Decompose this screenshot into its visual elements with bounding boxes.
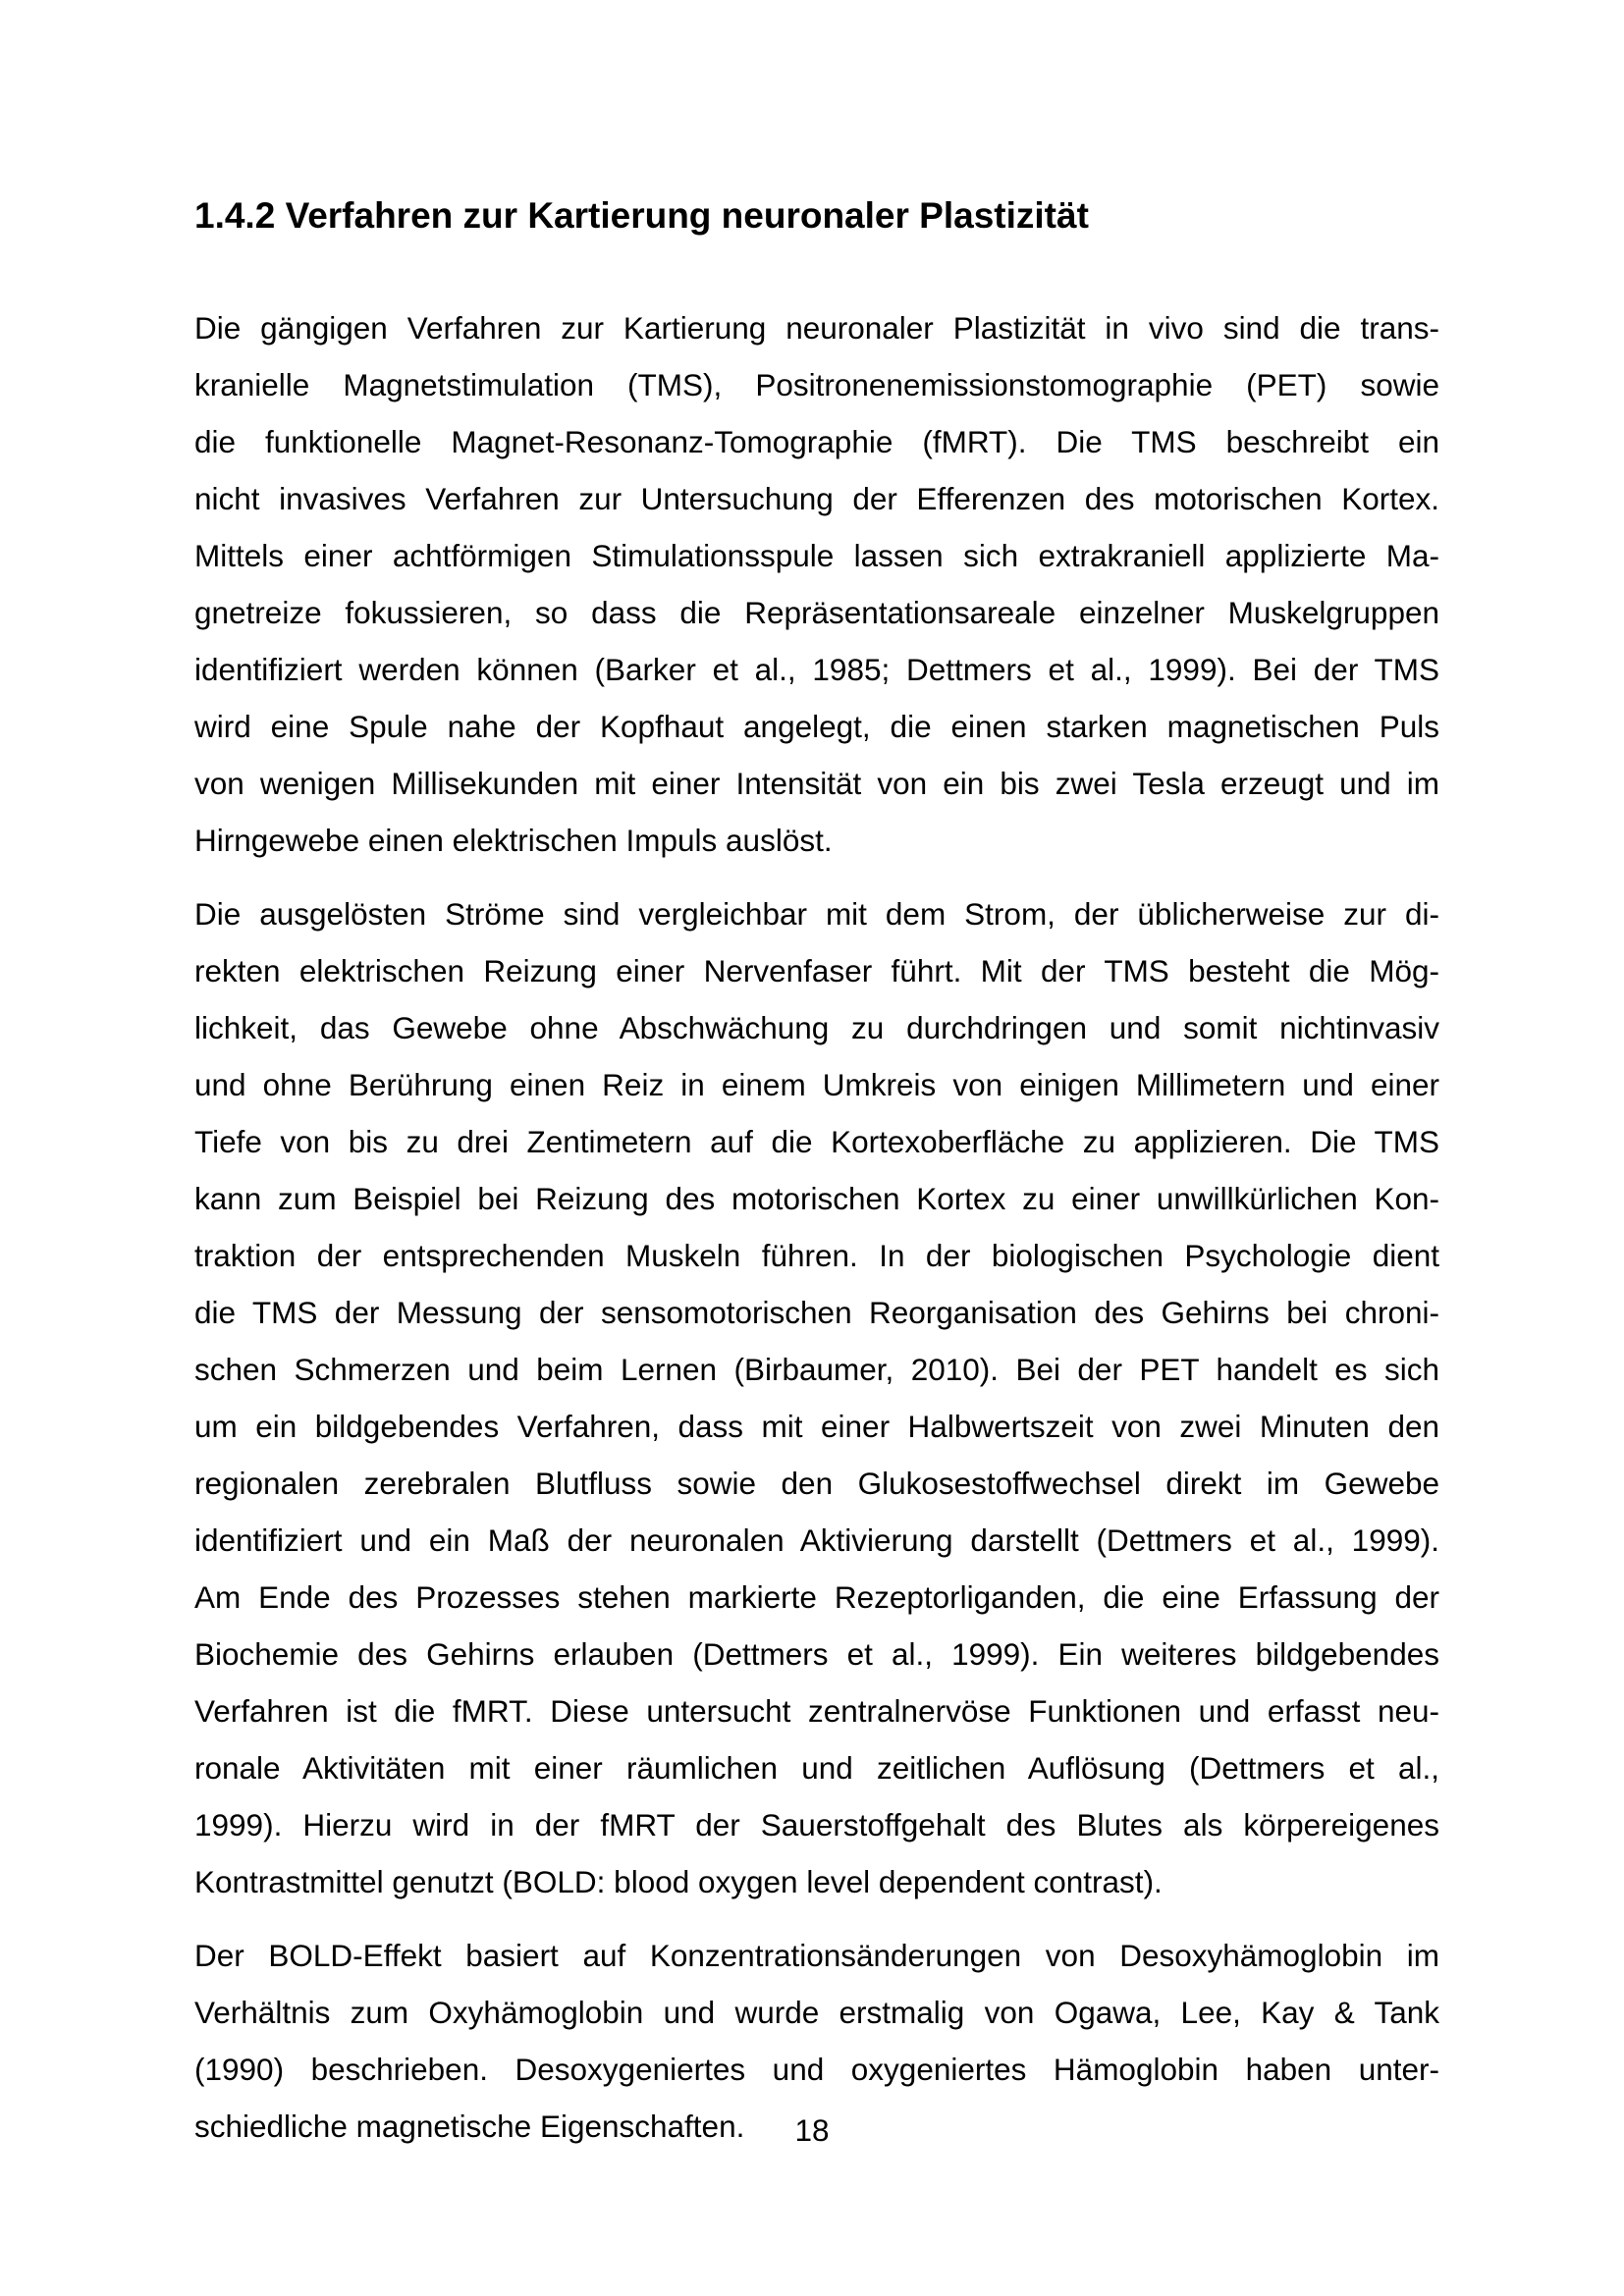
text-line: lichkeit, das Gewebe ohne Abschwächung zu durchdringen und somit nichtinvasiv — [194, 1010, 1439, 1045]
text-line: die funktionelle Magnet-Resonanz-Tomographie (fMRT). Die TMS beschreibt ein — [194, 424, 1439, 459]
text-line: Biochemie des Gehirns erlauben (Dettmers et al., 1999). Ein weiteres bildgebendes — [194, 1636, 1439, 1672]
text-line: identifiziert werden können (Barker et al., 1985; Dettmers et al., 1999). Bei der TMS — [194, 652, 1439, 687]
text-line: gnetreize fokussieren, so dass die Repräsentationsareale einzelner Muskelgruppen — [194, 595, 1439, 630]
page-number: 18 — [794, 2112, 830, 2148]
text-line: 1999). Hierzu wird in der fMRT der Sauerstoffgehalt des Blutes als körpereigenes — [194, 1807, 1439, 1842]
text-line: um ein bildgebendes Verfahren, dass mit einer Halbwertszeit von zwei Minuten den — [194, 1409, 1439, 1444]
section-heading: 1.4.2 Verfahren zur Kartierung neuronaler Plastizität — [194, 195, 1089, 236]
text-line: (1990) beschrieben. Desoxygeniertes und oxygeniertes Hämoglobin haben unter- — [194, 2052, 1439, 2087]
text-line: regionalen zerebralen Blutfluss sowie den Glukosestoffwechsel direkt im Gewebe — [194, 1466, 1439, 1501]
text-line: nicht invasives Verfahren zur Untersuchung der Efferenzen des motorischen Kortex. — [194, 481, 1439, 516]
text-line: schiedliche magnetische Eigenschaften. — [194, 2109, 745, 2144]
text-line: Verfahren ist die fMRT. Diese untersucht zentralnervöse Funktionen und erfasst neu- — [194, 1693, 1439, 1729]
text-line: wird eine Spule nahe der Kopfhaut angelegt, die einen starken magnetischen Puls — [194, 709, 1439, 744]
text-line: identifiziert und ein Maß der neuronalen Aktivierung darstellt (Dettmers et al., 1999). — [194, 1522, 1439, 1558]
text-line: Mittels einer achtförmigen Stimulationsspule lassen sich extrakraniell applizierte Ma- — [194, 538, 1439, 573]
paragraph-2 — [194, 885, 1439, 1910]
text-line: Am Ende des Prozesses stehen markierte Rezeptorliganden, die eine Erfassung der — [194, 1579, 1439, 1615]
text-line: Die ausgelösten Ströme sind vergleichbar mit dem Strom, der üblicherweise zur di- — [194, 896, 1439, 932]
text-line: die TMS der Messung der sensomotorischen Reorganisation des Gehirns bei chroni- — [194, 1295, 1439, 1330]
text-line: rekten elektrischen Reizung einer Nervenfaser führt. Mit der TMS besteht die Mög- — [194, 953, 1439, 988]
text-line: Hirngewebe einen elektrischen Impuls auslöst. — [194, 823, 833, 858]
text-line: kranielle Magnetstimulation (TMS), Positronenemissionstomographie (PET) sowie — [194, 367, 1439, 402]
text-line: Die gängigen Verfahren zur Kartierung neuronaler Plastizität in vivo sind die trans- — [194, 310, 1439, 346]
text-line: schen Schmerzen und beim Lernen (Birbaumer, 2010). Bei der PET handelt es sich — [194, 1352, 1439, 1387]
text-line: Der BOLD-Effekt basiert auf Konzentrationsänderungen von Desoxyhämoglobin im — [194, 1938, 1439, 1973]
text-line: kann zum Beispiel bei Reizung des motorischen Kortex zu einer unwillkürlichen Kon- — [194, 1181, 1439, 1216]
text-line: Kontrastmittel genutzt (BOLD: blood oxygen level dependent contrast). — [194, 1864, 1163, 1899]
paragraph-1 — [194, 299, 1439, 869]
text-line: Verhältnis zum Oxyhämoglobin und wurde erstmalig von Ogawa, Lee, Kay & Tank — [194, 1995, 1439, 2030]
text-line: ronale Aktivitäten mit einer räumlichen und zeitlichen Auflösung (Dettmers et al., — [194, 1750, 1439, 1786]
text-line: und ohne Berührung einen Reiz in einem Umkreis von einigen Millimetern und einer — [194, 1067, 1439, 1102]
text-line: von wenigen Millisekunden mit einer Intensität von ein bis zwei Tesla erzeugt und im — [194, 766, 1439, 801]
text-line: Tiefe von bis zu drei Zentimetern auf die Kortexoberfläche zu applizieren. Die TMS — [194, 1124, 1439, 1159]
text-line: traktion der entsprechenden Muskeln führen. In der biologischen Psychologie dient — [194, 1238, 1439, 1273]
body-text — [194, 299, 1439, 2171]
